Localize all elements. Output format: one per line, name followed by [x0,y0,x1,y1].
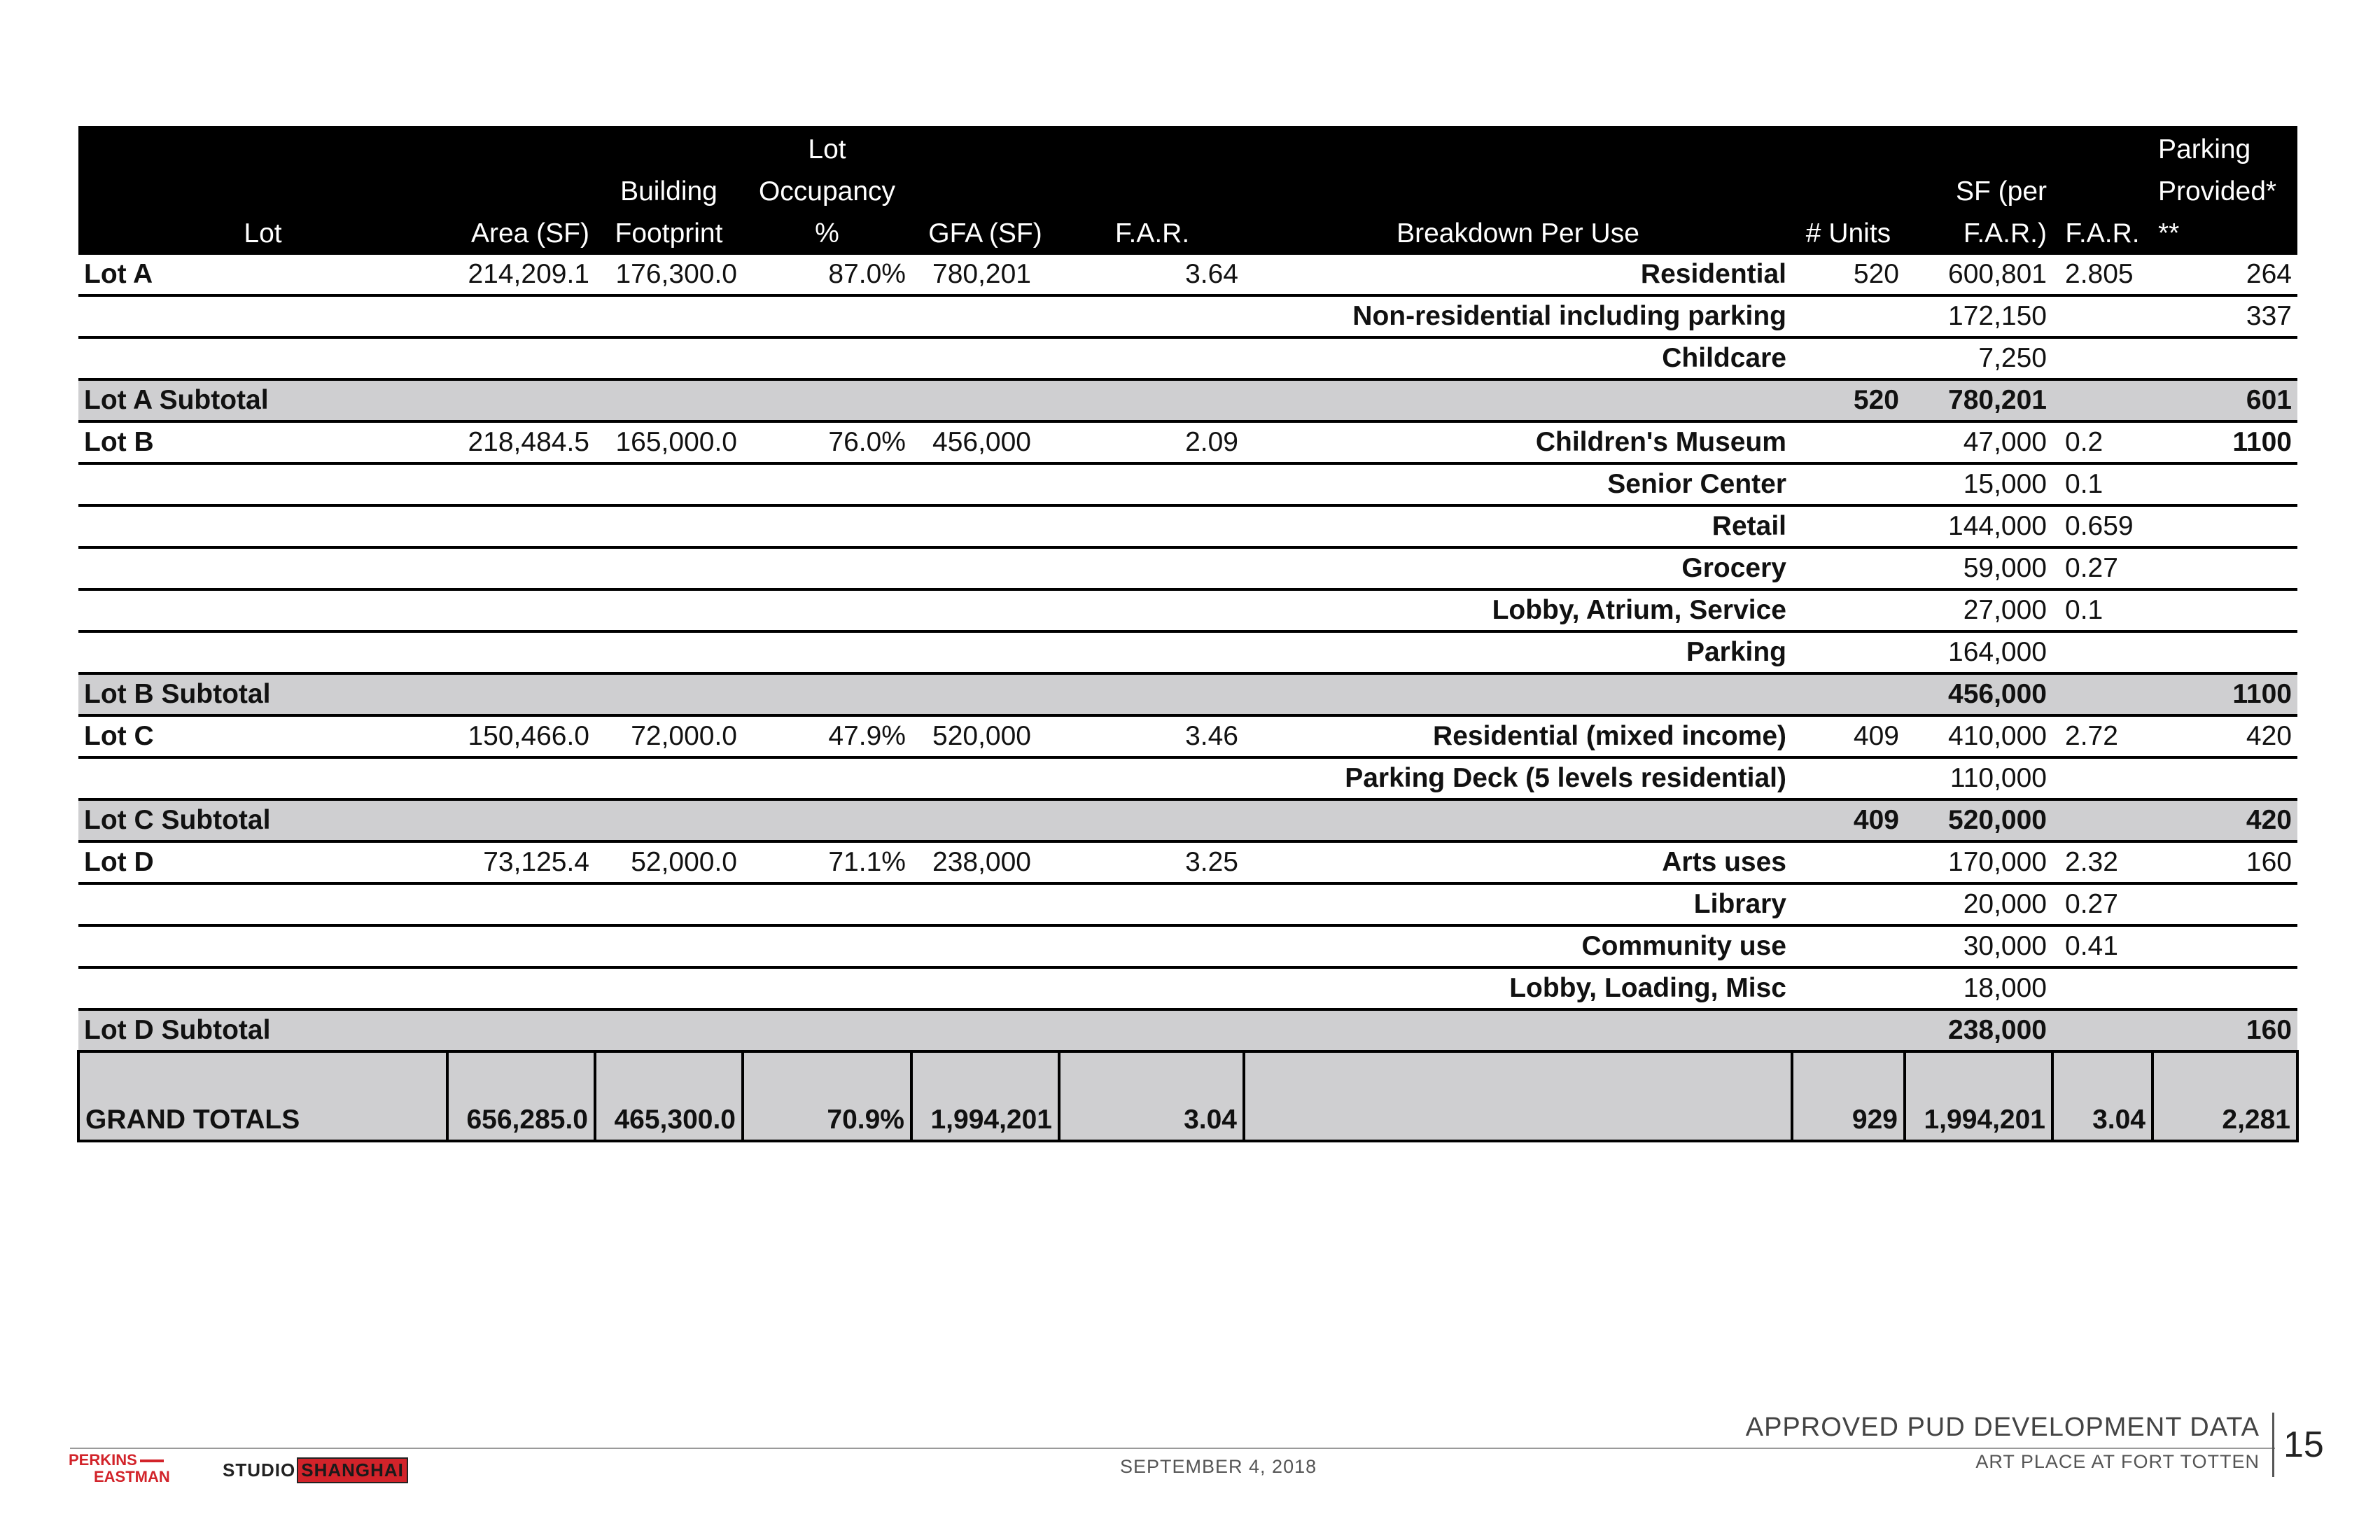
cell-units [1792,1009,1905,1051]
subtotal-row [78,1009,2297,1051]
cell-lot [78,967,447,1009]
cell-far2: 0.1 [2052,463,2152,505]
cell-parking: 1100 [2152,421,2297,463]
cell-far2 [2052,673,2152,715]
table-row [78,925,2297,967]
cell-parking [2152,757,2297,799]
cell-units: 520 [1792,255,1905,295]
cell-far [1059,547,1244,589]
cell-far2: 0.1 [2052,589,2152,631]
cell-units: 409 [1792,799,1905,841]
report-date: SEPTEMBER 4, 2018 [1120,1456,1317,1477]
cell-far2: 0.41 [2052,925,2152,967]
cell-area: 150,466.0 [447,715,595,757]
cell-gfa [911,883,1059,925]
col-header-building-footprint: Building Footprint [595,126,743,255]
grand-total-area: 656,285.0 [447,1051,595,1141]
cell-occupancy: 71.1% [743,841,911,883]
cell-area [447,547,595,589]
cell-lot: Lot C Subtotal [78,799,447,841]
cell-gfa [911,379,1059,421]
cell-parking [2152,463,2297,505]
col-header-units: # Units [1792,126,1905,255]
cell-far2 [2052,799,2152,841]
subtotal-row [78,673,2297,715]
cell-parking [2152,589,2297,631]
cell-footprint [595,757,743,799]
footer-rule [70,1448,2275,1449]
cell-footprint [595,799,743,841]
grand-total-footprint: 465,300.0 [595,1051,743,1141]
cell-area [447,967,595,1009]
cell-footprint: 52,000.0 [595,841,743,883]
cell-footprint [595,505,743,547]
cell-use: Arts uses [1244,841,1792,883]
cell-far [1059,295,1244,337]
cell-area [447,337,595,379]
grand-total-units: 929 [1792,1051,1905,1141]
col-header-area: Area (SF) [447,126,595,255]
cell-footprint [595,1009,743,1051]
cell-lot [78,463,447,505]
cell-far2 [2052,379,2152,421]
cell-far2 [2052,1009,2152,1051]
cell-lot: Lot A [78,255,447,295]
cell-units [1792,757,1905,799]
cell-sf: 18,000 [1905,967,2052,1009]
col-header-sf-per-far: SF (per F.A.R.) [1905,126,2052,255]
cell-occupancy [743,337,911,379]
subtotal-row [78,379,2297,421]
cell-gfa [911,967,1059,1009]
cell-far2: 0.659 [2052,505,2152,547]
cell-occupancy [743,631,911,673]
cell-parking [2152,883,2297,925]
table-row [78,589,2297,631]
cell-use: Library [1244,883,1792,925]
cell-gfa [911,589,1059,631]
cell-use: Residential [1244,255,1792,295]
cell-occupancy [743,547,911,589]
perkins-eastman-logo: PERKINS EASTMAN [69,1451,170,1485]
cell-occupancy [743,799,911,841]
cell-parking: 160 [2152,1009,2297,1051]
col-header-far: F.A.R. [1059,126,1244,255]
cell-far [1059,589,1244,631]
cell-use [1244,799,1792,841]
grand-total-use [1244,1051,1792,1141]
cell-far2: 2.72 [2052,715,2152,757]
cell-sf: 110,000 [1905,757,2052,799]
cell-use: Non-residential including parking [1244,295,1792,337]
table-row [78,337,2297,379]
cell-occupancy [743,505,911,547]
grand-total-occupancy: 70.9% [743,1051,911,1141]
cell-area [447,673,595,715]
cell-footprint [595,925,743,967]
table-row [78,463,2297,505]
cell-sf: 144,000 [1905,505,2052,547]
cell-far2: 2.805 [2052,255,2152,295]
cell-gfa [911,505,1059,547]
cell-units [1792,841,1905,883]
cell-far2: 0.27 [2052,547,2152,589]
cell-parking [2152,547,2297,589]
cell-far [1059,967,1244,1009]
cell-units [1792,505,1905,547]
cell-footprint [595,547,743,589]
cell-area [447,589,595,631]
table-body [78,255,2297,1141]
footer-divider [2272,1413,2274,1477]
cell-units [1792,631,1905,673]
cell-use: Parking [1244,631,1792,673]
cell-lot [78,589,447,631]
cell-parking: 337 [2152,295,2297,337]
cell-use: Lobby, Loading, Misc [1244,967,1792,1009]
cell-parking [2152,337,2297,379]
cell-gfa: 520,000 [911,715,1059,757]
cell-units [1792,421,1905,463]
cell-footprint: 72,000.0 [595,715,743,757]
cell-occupancy [743,673,911,715]
cell-far: 2.09 [1059,421,1244,463]
cell-footprint [595,295,743,337]
cell-far2 [2052,295,2152,337]
cell-lot: Lot B [78,421,447,463]
cell-gfa: 780,201 [911,255,1059,295]
cell-far: 3.46 [1059,715,1244,757]
cell-gfa [911,547,1059,589]
cell-units [1792,925,1905,967]
cell-occupancy [743,967,911,1009]
cell-sf: 20,000 [1905,883,2052,925]
cell-far2 [2052,337,2152,379]
cell-gfa [911,799,1059,841]
cell-far [1059,379,1244,421]
table-row [78,883,2297,925]
table-row [78,967,2297,1009]
cell-parking: 160 [2152,841,2297,883]
cell-use: Lobby, Atrium, Service [1244,589,1792,631]
cell-gfa [911,925,1059,967]
cell-sf: 238,000 [1905,1009,2052,1051]
cell-lot [78,925,447,967]
grand-total-far2: 3.04 [2052,1051,2152,1141]
cell-sf: 59,000 [1905,547,2052,589]
cell-sf: 170,000 [1905,841,2052,883]
cell-units [1792,295,1905,337]
table-row [78,421,2297,463]
cell-area: 73,125.4 [447,841,595,883]
cell-occupancy [743,925,911,967]
cell-gfa [911,631,1059,673]
cell-sf: 47,000 [1905,421,2052,463]
cell-area [447,925,595,967]
grand-total-parking: 2,281 [2152,1051,2297,1141]
grand-total-label: GRAND TOTALS [78,1051,447,1141]
cell-lot [78,505,447,547]
cell-lot: Lot D [78,841,447,883]
cell-area [447,799,595,841]
table-row [78,295,2297,337]
cell-far: 3.25 [1059,841,1244,883]
cell-sf: 410,000 [1905,715,2052,757]
cell-footprint: 176,300.0 [595,255,743,295]
cell-sf: 172,150 [1905,295,2052,337]
header-row [78,126,2297,255]
cell-units [1792,673,1905,715]
cell-far2 [2052,631,2152,673]
cell-lot: Lot B Subtotal [78,673,447,715]
cell-occupancy [743,883,911,925]
cell-units [1792,967,1905,1009]
cell-footprint [595,631,743,673]
cell-gfa [911,757,1059,799]
cell-occupancy: 87.0% [743,255,911,295]
cell-far2 [2052,967,2152,1009]
cell-occupancy [743,589,911,631]
pud-data-table [77,126,2299,1142]
col-header-far-2: F.A.R. [2052,126,2152,255]
cell-footprint [595,967,743,1009]
cell-far [1059,505,1244,547]
grand-totals-row [78,1051,2297,1141]
cell-gfa [911,295,1059,337]
cell-gfa: 456,000 [911,421,1059,463]
cell-sf: 30,000 [1905,925,2052,967]
cell-far [1059,1009,1244,1051]
cell-lot [78,547,447,589]
cell-use [1244,673,1792,715]
page-number: 15 [2283,1424,2324,1465]
cell-area [447,1009,595,1051]
cell-parking: 1100 [2152,673,2297,715]
cell-lot [78,631,447,673]
cell-use: Residential (mixed income) [1244,715,1792,757]
cell-use: Retail [1244,505,1792,547]
cell-parking: 601 [2152,379,2297,421]
report-subtitle: ART PLACE AT FORT TOTTEN [1975,1451,2260,1472]
cell-sf: 780,201 [1905,379,2052,421]
cell-far [1059,337,1244,379]
cell-parking [2152,505,2297,547]
cell-area [447,463,595,505]
cell-area: 218,484.5 [447,421,595,463]
cell-area [447,505,595,547]
table-row [78,715,2297,757]
cell-far [1059,757,1244,799]
cell-far2: 0.2 [2052,421,2152,463]
cell-far [1059,799,1244,841]
col-header-gfa: GFA (SF) [911,126,1059,255]
cell-far2: 2.32 [2052,841,2152,883]
cell-parking: 420 [2152,799,2297,841]
cell-gfa [911,1009,1059,1051]
cell-parking: 264 [2152,255,2297,295]
cell-lot: Lot D Subtotal [78,1009,447,1051]
col-header-lot-occupancy: Lot Occupancy % [743,126,911,255]
cell-use: Community use [1244,925,1792,967]
cell-lot [78,337,447,379]
cell-occupancy: 76.0% [743,421,911,463]
cell-units [1792,337,1905,379]
cell-parking [2152,925,2297,967]
cell-gfa [911,463,1059,505]
table-row [78,547,2297,589]
cell-use: Childcare [1244,337,1792,379]
cell-footprint [595,337,743,379]
cell-units [1792,463,1905,505]
cell-gfa: 238,000 [911,841,1059,883]
cell-occupancy [743,379,911,421]
table-row [78,255,2297,295]
cell-units [1792,589,1905,631]
cell-sf: 600,801 [1905,255,2052,295]
cell-use: Parking Deck (5 levels residential) [1244,757,1792,799]
cell-use: Grocery [1244,547,1792,589]
report-title: APPROVED PUD DEVELOPMENT DATA [1745,1413,2260,1442]
cell-occupancy: 47.9% [743,715,911,757]
cell-lot [78,883,447,925]
cell-units [1792,547,1905,589]
cell-footprint [595,463,743,505]
cell-far [1059,673,1244,715]
cell-use [1244,379,1792,421]
cell-sf: 15,000 [1905,463,2052,505]
cell-parking [2152,631,2297,673]
cell-area [447,883,595,925]
cell-area [447,757,595,799]
cell-far [1059,463,1244,505]
cell-footprint: 165,000.0 [595,421,743,463]
col-header-parking: Parking Provided* ** [2152,126,2297,255]
table-row [78,757,2297,799]
col-header-breakdown: Breakdown Per Use [1244,126,1792,255]
cell-sf: 456,000 [1905,673,2052,715]
grand-total-gfa: 1,994,201 [911,1051,1059,1141]
table-row [78,631,2297,673]
cell-lot: Lot C [78,715,447,757]
cell-gfa [911,673,1059,715]
cell-far: 3.64 [1059,255,1244,295]
cell-area [447,631,595,673]
cell-occupancy [743,1009,911,1051]
grand-total-far: 3.04 [1059,1051,1244,1141]
cell-sf: 520,000 [1905,799,2052,841]
cell-use [1244,1009,1792,1051]
cell-footprint [595,379,743,421]
cell-far [1059,631,1244,673]
cell-lot [78,757,447,799]
subtotal-row [78,799,2297,841]
col-header-lot: Lot [78,126,447,255]
cell-occupancy [743,295,911,337]
cell-gfa [911,337,1059,379]
cell-footprint [595,673,743,715]
cell-use: Children's Museum [1244,421,1792,463]
cell-far [1059,883,1244,925]
cell-parking [2152,967,2297,1009]
cell-footprint [595,883,743,925]
cell-sf: 7,250 [1905,337,2052,379]
table-row [78,505,2297,547]
cell-sf: 164,000 [1905,631,2052,673]
cell-area [447,379,595,421]
cell-sf: 27,000 [1905,589,2052,631]
cell-occupancy [743,757,911,799]
cell-occupancy [743,463,911,505]
cell-units: 409 [1792,715,1905,757]
cell-parking: 420 [2152,715,2297,757]
cell-area: 214,209.1 [447,255,595,295]
cell-far [1059,925,1244,967]
cell-far2 [2052,757,2152,799]
table-row [78,841,2297,883]
cell-lot: Lot A Subtotal [78,379,447,421]
grand-total-sf: 1,994,201 [1905,1051,2052,1141]
cell-area [447,295,595,337]
cell-far2: 0.27 [2052,883,2152,925]
cell-units [1792,883,1905,925]
cell-lot [78,295,447,337]
cell-units: 520 [1792,379,1905,421]
cell-use: Senior Center [1244,463,1792,505]
cell-footprint [595,589,743,631]
studio-shanghai-logo: STUDIO SHANGHAI [223,1458,408,1482]
